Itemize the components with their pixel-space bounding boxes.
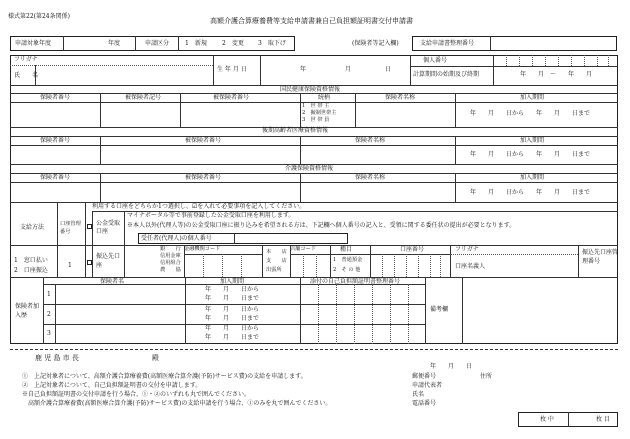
statement-2[interactable]: ② 上記対象者について、自己負担額証明書の交付を申請します。 [22,382,202,389]
nhi-col-relation: 続柄 [318,94,331,101]
elderly-col-number: 被保険者番号 [185,137,222,144]
sheet-total-label: 枚 中 [540,416,554,423]
cert-row-3: 3 [47,330,51,337]
public-account-note: マイナポータル等で事前登録した公金受取口座を利用します。 [127,212,295,219]
bank-kumiai: 信用組合 [160,260,181,266]
bank-nokyo: 農 協 [160,267,181,273]
nhi-heading: 国民健康保険資格情報 [280,86,341,93]
payment-instruction: 利用する口座をどちらか1つ選択し、☑を入れて必要事項を記入してください。 [92,203,306,210]
insurer-fill-label: (保険者等記入欄) [352,40,399,47]
category-label: 申請区分 [145,40,170,47]
branch-main: 本 店 [266,249,287,255]
form-title: 高額介護合算療養費等支給申請書兼自己負担額証明書交付申請書 [210,17,413,25]
birth-year: 年 [300,66,307,73]
care-col-insurer-no: 保険者番号 [40,174,71,181]
elderly-col-insurer-name: 保険者名称 [355,137,386,144]
cert-row2-to: 年 月 日まで [205,315,260,322]
transfer-label: 振込先口座 [96,253,121,269]
birth-month: 月 [345,66,352,73]
cert-row-2: 2 [47,311,51,318]
category-change[interactable]: 2 変更 [222,40,244,47]
category-new[interactable]: 1 新規 [185,40,207,47]
transfer-checkbox[interactable] [87,260,92,265]
nhi-col-symbol: 被保険者記号 [125,94,162,101]
payment-code-label: 口座管理番号 [60,221,81,235]
nhi-relation-member: 3 世 帯 員 [302,117,330,123]
holder-furigana: フリガナ [455,246,479,253]
cert-side-label: 保険者加入歴 [15,303,40,319]
payment-method-label: 支給方法 [20,224,45,231]
statement-note-1: ※自己負担額証明書の交付申請を行う場合、①・②のいずれも丸で囲んでください。 [22,391,251,398]
elderly-col-period: 加入期間 [520,137,545,144]
postal-label: 郵便番号 [412,373,437,380]
remarks-label: 備考欄 [430,306,449,313]
type-savings[interactable]: 1 普通預金 [333,257,363,263]
mayor-label: 鹿 児 島 市 長 [35,354,79,362]
category-withdraw[interactable]: 3 取下げ [258,40,286,47]
sheet-index-label: 枚 目 [596,416,610,423]
period-label: 計算期間の始期及び終期 [413,71,480,78]
cert-col-no: 添付の自己負担額証明書整理番号 [310,278,401,285]
cert-row2-from: 年 月 日から [205,306,260,313]
proxy-label: 受任者(代理人)の個人番号 [141,235,212,242]
elderly-col-insurer-no: 保険者番号 [40,137,71,144]
public-account-label: 公金受取口座 [96,220,121,235]
nhi-period-row: 年 月 日から 年 月 日まで [470,110,591,117]
year-unit: 年度 [108,40,121,47]
method-transfer[interactable]: 2 口座振込 [14,267,48,274]
holder-label: 口座名義人 [455,263,486,270]
care-col-insurer-name: 保険者名称 [355,174,386,181]
applicant-name-label: 氏名 [412,391,425,398]
receipt-label: 支給申請書整理番号 [420,40,475,47]
birth-label: 生 年 月 日 [217,66,247,73]
individual-no-label: 個人番号 [423,57,448,64]
cert-row1-from: 年 月 日から [205,286,260,293]
bank-code-label: 金融機関コード [184,246,221,252]
furigana-label: フリガナ [14,56,38,63]
nhi-relation-quasi: 2 擬制世帯主 [302,110,337,116]
elderly-period-row: 年 月 日から 年 月 日まで [470,151,591,158]
public-account-checkbox[interactable] [87,224,92,229]
method-cash[interactable]: 1 窓口払い [14,257,48,264]
nhi-relation-head: 1 世 帯 主 [302,103,330,109]
bank-bank: 銀 行 [160,246,181,252]
mayor-honorific: 殿 [152,354,159,362]
bank-shinkin: 信用金庫 [160,253,181,259]
submit-date: 年 月 日 [430,363,473,370]
branch-sub: 支 店 [266,258,287,264]
transfer-mgmt-label: 振込先口座管理番号 [582,249,619,265]
method-value[interactable]: 1 [68,262,72,269]
birth-day: 日 [385,66,392,73]
name-label: 氏 名 [14,72,39,79]
phone-label: 電話番号 [412,400,437,407]
cert-row-1: 1 [47,291,51,298]
form-number: 様式第22(第24条関係) [8,13,70,20]
address-label: 住所 [480,373,493,380]
type-label: 種目 [340,246,353,253]
care-heading: 介護保険資格情報 [285,165,334,172]
nhi-col-period: 加入期間 [520,94,545,101]
care-col-period: 加入期間 [520,174,545,181]
type-other[interactable]: 2 そ の 他 [333,267,361,273]
proxy-note: ※本人以外(代理人等)の公金受取口座に振り込みを希望される方は、下記欄へ個人番号の記入と、受領に関する委任状の提出が必要となります。 [127,222,516,229]
rep-label: 申請代表者 [412,382,443,389]
branch-office: 出張所 [266,267,282,273]
elderly-heading: 後期高齢者医療資格情報 [262,127,329,134]
cert-row3-to: 年 月 日まで [205,334,260,341]
nhi-col-insurer-name: 保険者名称 [385,94,416,101]
statement-1[interactable]: ① 上記対象者について、高額介護合算療養費(高額医療合算介護(予防)サービス費)の支給を申請します。 [22,373,307,380]
cert-row3-from: 年 月 日から [205,325,260,332]
statement-note-2: 高額介護合算療養費(高額医療合算介護(予防)サービス費)の支給申請を行う場合、①のみを丸で囲んでください。 [22,400,332,407]
period-value: 年 月 〜 年 月 [520,71,593,78]
nhi-col-number: 被保険者番号 [213,94,250,101]
branch-code-label: 店舗コード [290,246,316,252]
care-col-number: 被保険者番号 [185,174,222,181]
fiscal-year-label: 申請対象年度 [15,40,52,47]
cert-col-insurer: 保険者名 [100,278,125,285]
account-no-label: 口座番号 [400,246,425,253]
care-period-row: 年 月 日から 年 月 日まで [470,189,591,196]
cert-row1-to: 年 月 日まで [205,295,260,302]
cert-col-period: 加入期間 [220,278,245,285]
nhi-col-insurer-no: 保険者番号 [40,94,71,101]
